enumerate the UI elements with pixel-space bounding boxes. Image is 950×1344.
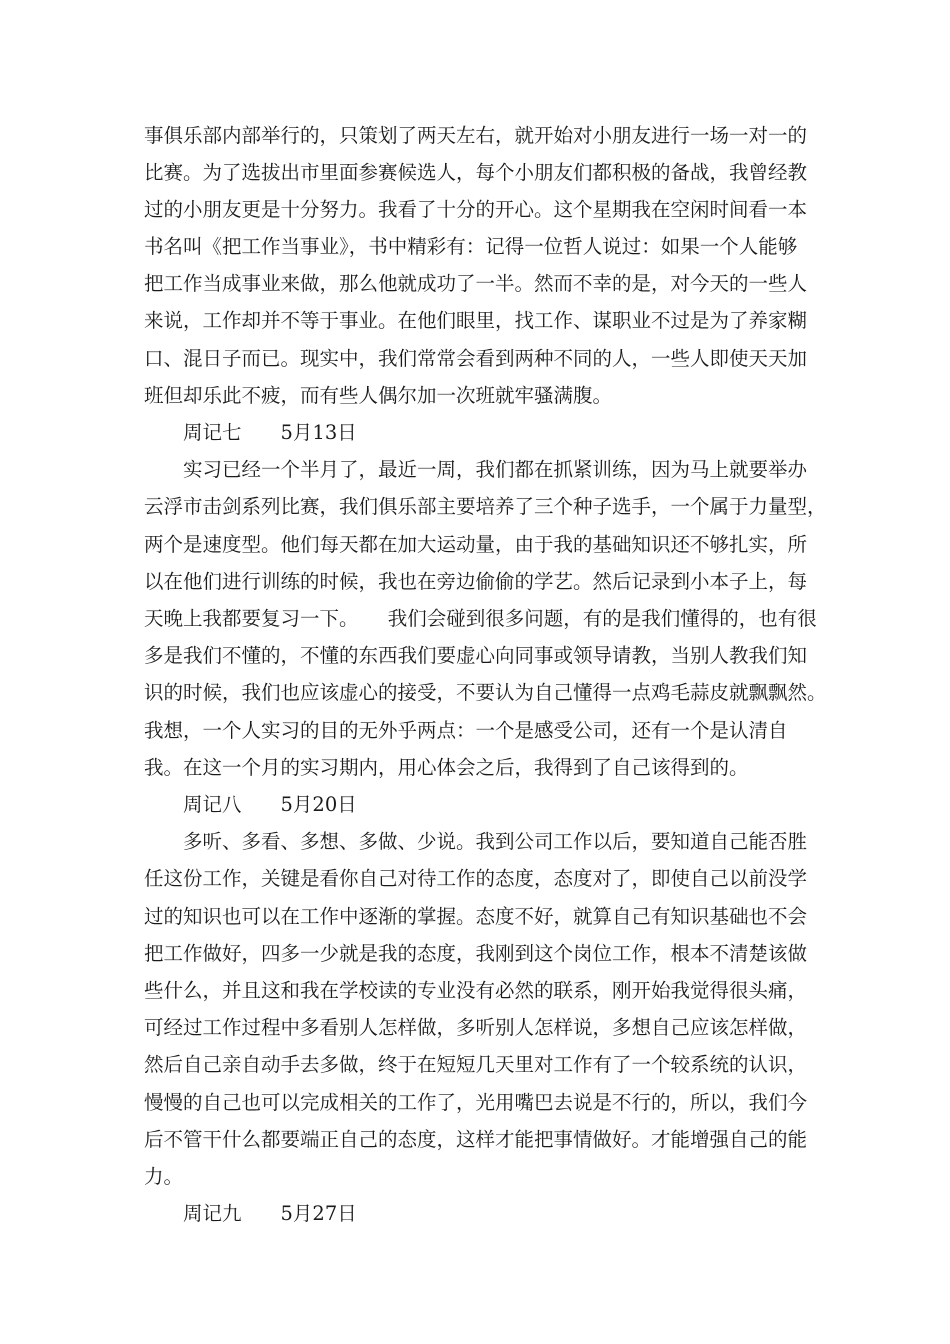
body-text-line: 书名叫《把工作当事业》，书中精彩有：记得一位哲人说过：如果一个人能够 [144, 235, 798, 258]
body-text-line: 多是我们不懂的，不懂的东西我们要虚心向同事或领导请教，当别人教我们知 [144, 644, 808, 667]
body-text-line: 把工作当成事业来做，那么他就成功了一半。然而不幸的是，对今天的一些人 [144, 272, 808, 295]
body-text-line: 力。 [144, 1165, 184, 1188]
body-text-line: 我想，一个人实习的目的无外乎两点：一个是感受公司，还有一个是认清自 [144, 719, 788, 742]
body-text-line: 然后自己亲自动手去多做，终于在短短几天里对工作有了一个较系统的认识， [144, 1053, 808, 1076]
weekly-heading: 周记九 5月27日 [144, 1202, 357, 1225]
body-text-line: 慢慢的自己也可以完成相关的工作了，光用嘴巴去说是不行的，所以，我们今 [144, 1091, 808, 1114]
body-text-line: 两个是速度型。他们每天都在加大运动量，由于我的基础知识还不够扎实，所 [144, 533, 808, 556]
body-text-line: 后不管干什么都要端正自己的态度，这样才能把事情做好。才能增强自己的能 [144, 1128, 808, 1151]
body-text-line: 过的知识也可以在工作中逐渐的掌握。态度不好，就算自己有知识基础也不会 [144, 905, 808, 928]
body-text-line: 把工作做好，四多一少就是我的态度，我刚到这个岗位工作，根本不清楚该做 [144, 942, 808, 965]
body-text-line: 天晚上我都要复习一下。 我们会碰到很多问题，有的是我们懂得的，也有很 [144, 607, 817, 630]
body-text-line: 多听、多看、多想、多做、少说。我到公司工作以后，要知道自己能否胜 [144, 830, 808, 853]
body-text-line: 过的小朋友更是十分努力。我看了十分的开心。这个星期我在空闲时间看一本 [144, 198, 808, 221]
body-text-line: 比赛。为了选拔出市里面参赛候选人，每个小朋友们都积极的备战，我曾经教 [144, 161, 808, 184]
body-text-line: 可经过工作过程中多看别人怎样做，多听别人怎样说，多想自己应该怎样做， [144, 1016, 808, 1039]
body-text-line: 来说，工作却并不等于事业。在他们眼里，找工作、谋职业不过是为了养家糊 [144, 309, 808, 332]
body-text-line: 以在他们进行训练的时候，我也在旁边偷偷的学艺。然后记录到小本子上，每 [144, 570, 808, 593]
body-text-line: 识的时候，我们也应该虚心的接受，不要认为自己懂得一点鸡毛蒜皮就飘飘然。 [144, 681, 827, 704]
body-text-line: 任这份工作，关键是看你自己对待工作的态度，态度对了，即使自己以前没学 [144, 867, 808, 890]
body-text-line: 事俱乐部内部举行的，只策划了两天左右，就开始对小朋友进行一场一对一的 [144, 124, 808, 147]
body-text-line: 我。在这一个月的实习期内，用心体会之后，我得到了自己该得到的。 [144, 756, 749, 779]
weekly-heading: 周记八 5月20日 [144, 793, 357, 816]
body-text-line: 云浮市击剑系列比赛，我们俱乐部主要培养了三个种子选手，一个属于力量型， [144, 495, 827, 518]
weekly-heading: 周记七 5月13日 [144, 421, 357, 444]
body-text-line: 些什么，并且这和我在学校读的专业没有必然的联系，刚开始我觉得很头痛， [144, 979, 808, 1002]
body-text-line: 口、混日子而已。现实中，我们常常会看到两种不同的人，一些人即使天天加 [144, 347, 808, 370]
body-text-line: 实习已经一个半月了，最近一周，我们都在抓紧训练，因为马上就要举办 [144, 458, 808, 481]
body-text-line: 班但却乐此不疲，而有些人偶尔加一次班就牢骚满腹。 [144, 384, 613, 407]
